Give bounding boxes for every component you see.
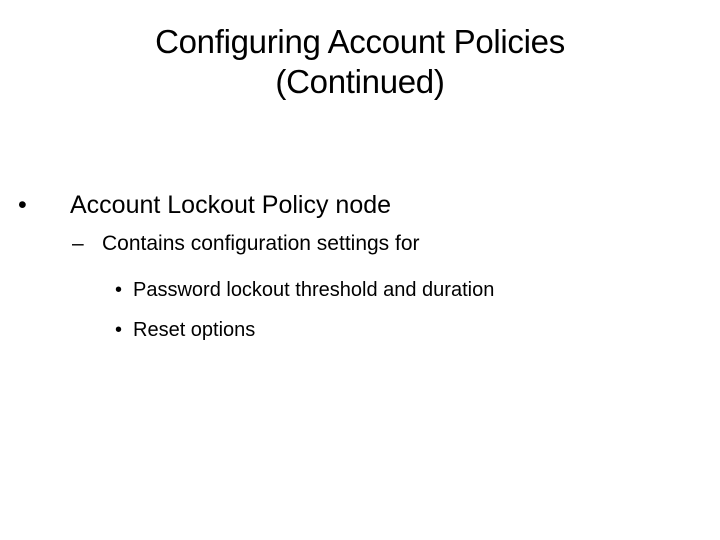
bullet-level-2 — [72, 229, 420, 259]
bullet-text: Account Lockout Policy node — [70, 191, 392, 219]
bullet-text: Contains configuration settings for — [102, 232, 420, 255]
bullet-level-1 — [18, 188, 391, 222]
slide-title — [60, 22, 660, 102]
bullet-marker: • — [115, 319, 123, 341]
title-line-1: Configuring Account Policies — [155, 23, 565, 60]
bullet-marker: • — [115, 279, 123, 301]
bullet-marker: • — [18, 191, 27, 219]
bullet-level-3 — [115, 316, 255, 344]
bullet-text: Password lockout threshold and duration — [133, 279, 495, 301]
title-line-2: (Continued) — [275, 63, 445, 100]
dash-marker: – — [72, 232, 84, 255]
bullet-level-3 — [115, 276, 494, 304]
bullet-text: Reset options — [133, 319, 256, 341]
